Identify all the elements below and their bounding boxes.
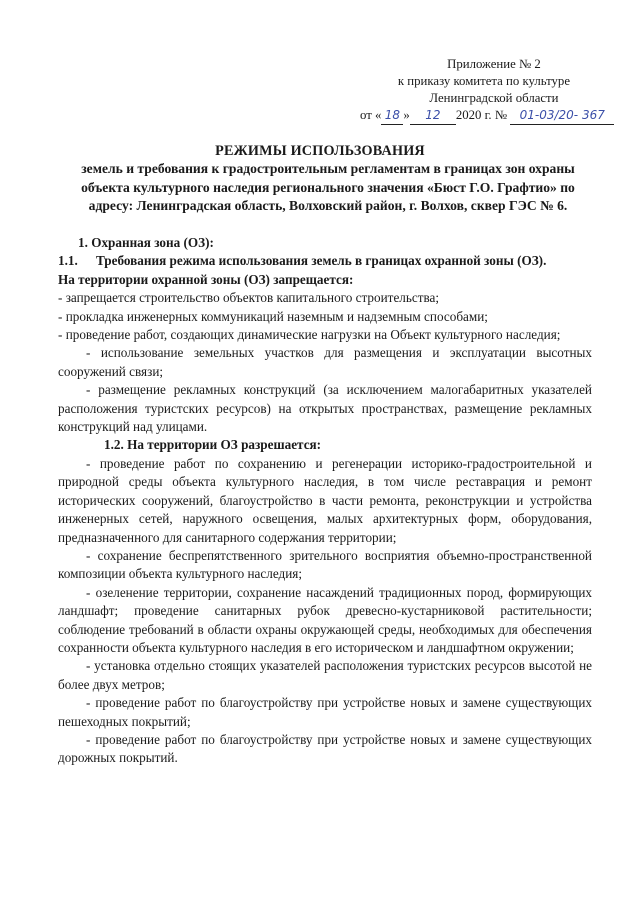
- order-year: 2020 г. №: [455, 108, 508, 122]
- order-prefix: от «: [360, 108, 382, 122]
- permitted-item: - установка отдельно стоящих указателей расположения туристских ресурсов высотой не более двух метров;: [58, 658, 592, 692]
- prohibited-item: - размещение рекламных конструкций (за исключением малогабаритных указателей расположения туристских ресурсов) на открытых пространствах, размещение рекламных конструкций над улицами.: [58, 382, 592, 435]
- page-title: РЕЖИМЫ ИСПОЛЬЗОВАНИЯ: [215, 143, 425, 159]
- appendix-order-ref: к приказу комитета по культуре: [397, 74, 570, 88]
- subsection-title: Требования режима использования земель в границах охранной зоны (ОЗ).: [96, 253, 547, 269]
- order-day: 18: [381, 106, 403, 125]
- prohibited-heading: На территории охранной зоны (ОЗ) запрещается:: [58, 271, 354, 287]
- order-mid: »: [403, 108, 410, 122]
- subsection-heading: [58, 252, 592, 270]
- permitted-item: - озеленение территории, сохранение насаждений традиционных пород, формирующих ландшафт; проведение санитарных рубок древесно-кустарниковой растительности; соблюдение требований в области охраны окружающей среды, необходимых для обеспечения сохранности объекта культурного наследия в его историческом и ландшафтном окружении;: [58, 584, 592, 655]
- permitted-item: - проведение работ по благоустройству при устройстве новых и замене существующих дорожных покрытий.: [58, 731, 592, 766]
- order-month: 12: [410, 106, 456, 125]
- permitted-item: - проведение работ по благоустройству при устройстве новых и замене существующих пешеходных покрытий;: [58, 695, 592, 729]
- permitted-item: - сохранение беспрепятственного зрительного восприятия объемно-пространственной композиции объекта культурного наследия;: [58, 547, 592, 582]
- order-number: 01-03/20- 367: [510, 106, 614, 125]
- appendix-block: [397, 56, 570, 107]
- prohibited-item: - запрещается строительство объектов капитального строительства;: [58, 290, 440, 306]
- subsection-number: 1.1.: [58, 253, 78, 269]
- permitted-heading: 1.2. На территории ОЗ разрешается:: [104, 437, 322, 453]
- appendix-region: Ленинградской области: [429, 91, 559, 105]
- prohibited-item: - проведение работ, создающих динамические нагрузки на Объект культурного наследия;: [58, 327, 561, 343]
- permitted-item: - проведение работ по сохранению и регенерации историко-градостроительной и природной среды объекта культурного наследия, в том числе реставрация и ремонт исторических сооружений, благоустройство в части ремонта, реконструкции и устройства инженерных сетей, наружного освещения, малых архитектурных форм, оборудования, предназначенного для санитарного содержания территории;: [58, 455, 592, 545]
- appendix-number: Приложение № 2: [447, 57, 541, 71]
- prohibited-item: - прокладка инженерных коммуникаций наземным и надземным способами;: [58, 308, 488, 324]
- prohibited-item: - использование земельных участков для размещения и эксплуатации высотных сооружений связи;: [58, 345, 592, 379]
- document-body: [58, 234, 592, 768]
- order-date-number: [360, 106, 614, 125]
- section-heading: 1. Охранная зона (ОЗ):: [78, 235, 214, 250]
- page-subtitle: земель и требования к градостроительным регламентам в границах зон охраны объекта культурного наследия регионального значения «Бюст Г.О. Графтио» по адресу: Ленинградская область, Волховский район, г. Волхов, сквер ГЭС № 6.: [81, 161, 575, 214]
